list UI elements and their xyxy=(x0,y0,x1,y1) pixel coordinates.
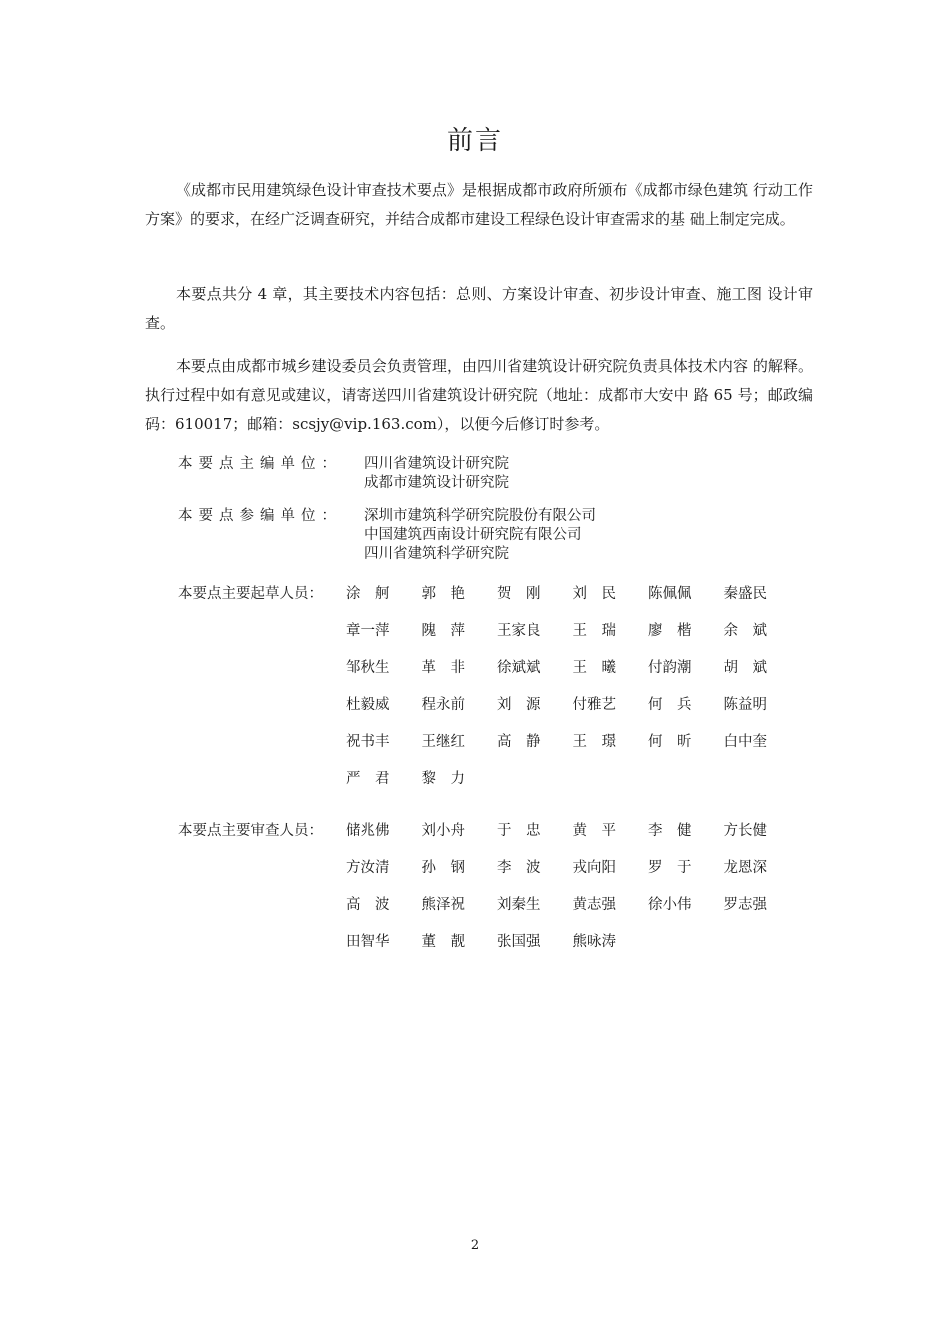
chief-editor-label: 本要点主编单位： xyxy=(178,456,342,472)
reviewers-label: 本要点主要审查人员： xyxy=(178,823,323,839)
person-name: 熊咏涛 xyxy=(572,934,616,950)
person-name: 黄志强 xyxy=(572,897,616,913)
management-paragraph: 本要点由成都市城乡建设委员会负责管理，由四川省建筑设计研究院负责具体技术内容 的解释。执行过程中如有意见或建议，请寄送四川省建筑设计研究院（地址：成都市大安中 路 65 号；邮政编码：610017；邮箱：scsjy@vip.163.com），以便今后修订时参考。 xyxy=(145,357,813,433)
person-name: 王家良 xyxy=(497,623,541,639)
person-name: 王 璟 xyxy=(572,734,616,750)
chief-editor-unit: 四川省建筑设计研究院 xyxy=(364,456,509,472)
drafters-grid xyxy=(346,582,799,790)
person-name: 熊泽祝 xyxy=(421,897,465,913)
person-name: 付韵潮 xyxy=(648,660,692,676)
person-name: 王 瑞 xyxy=(572,623,616,639)
person-name: 龙恩深 xyxy=(723,860,767,876)
person-name: 储兆佛 xyxy=(346,823,390,839)
page-number: 2 xyxy=(470,1238,480,1253)
person-name: 孙 钢 xyxy=(421,860,465,876)
person-name: 刘 源 xyxy=(497,697,541,713)
person-name: 方汝清 xyxy=(346,860,390,876)
person-name: 刘小舟 xyxy=(421,823,465,839)
co-editor-list xyxy=(364,507,596,564)
person-name: 罗志强 xyxy=(723,897,767,913)
person-name: 杜毅威 xyxy=(346,697,390,713)
chapters-paragraph: 本要点共分 4 章，其主要技术内容包括：总则、方案设计审查、初步设计审查、施工图 设计审查。 xyxy=(145,285,813,332)
person-name: 刘 民 xyxy=(572,586,616,602)
page-title: 前言 xyxy=(446,126,503,156)
person-name: 付雅艺 xyxy=(572,697,616,713)
person-name: 章一萍 xyxy=(346,623,390,639)
person-name: 戎向阳 xyxy=(572,860,616,876)
person-name: 黄 平 xyxy=(572,823,616,839)
person-name: 徐斌斌 xyxy=(497,660,541,676)
person-name: 田智华 xyxy=(346,934,390,950)
person-name: 邹秋生 xyxy=(346,660,390,676)
person-name: 祝书丰 xyxy=(346,734,390,750)
person-name: 刘秦生 xyxy=(497,897,541,913)
person-name: 秦盛民 xyxy=(723,586,767,602)
person-name: 李 波 xyxy=(497,860,541,876)
person-name: 严 君 xyxy=(346,771,390,787)
reviewers-grid xyxy=(346,819,799,967)
person-name: 隗 萍 xyxy=(421,623,465,639)
person-name: 黎 力 xyxy=(421,771,465,787)
drafters-label: 本要点主要起草人员： xyxy=(178,586,323,602)
person-name: 王 曦 xyxy=(572,660,616,676)
person-name: 高 波 xyxy=(346,897,390,913)
intro-paragraph: 《成都市民用建筑绿色设计审查技术要点》是根据成都市政府所颁布《成都市绿色建筑 行动工作方案》的要求，在经广泛调查研究，并结合成都市建设工程绿色设计审查需求的基 础上制定完成。 xyxy=(145,181,813,228)
co-editor-unit: 深圳市建筑科学研究院股份有限公司 xyxy=(364,508,596,524)
person-name: 贺 刚 xyxy=(497,586,541,602)
person-name: 廖 楷 xyxy=(648,623,692,639)
person-name: 余 斌 xyxy=(723,623,767,639)
chief-editor-unit: 成都市建筑设计研究院 xyxy=(364,475,509,491)
co-editor-unit: 四川省建筑科学研究院 xyxy=(364,546,509,562)
person-name: 程永前 xyxy=(421,697,465,713)
person-name: 罗 于 xyxy=(648,860,692,876)
person-name: 董 靓 xyxy=(421,934,465,950)
person-name: 高 静 xyxy=(497,734,541,750)
person-name: 方长健 xyxy=(723,823,767,839)
co-editor-unit: 中国建筑西南设计研究院有限公司 xyxy=(364,527,582,543)
person-name: 徐小伟 xyxy=(648,897,692,913)
person-name: 李 健 xyxy=(648,823,692,839)
person-name: 陈益明 xyxy=(723,697,767,713)
person-name: 郭 艳 xyxy=(421,586,465,602)
person-name: 白中奎 xyxy=(723,734,767,750)
person-name: 于 忠 xyxy=(497,823,541,839)
person-name: 陈佩佩 xyxy=(648,586,692,602)
person-name: 何 昕 xyxy=(648,734,692,750)
person-name: 张国强 xyxy=(497,934,541,950)
person-name: 涂 舸 xyxy=(346,586,390,602)
person-name: 革 非 xyxy=(421,660,465,676)
co-editor-label: 本要点参编单位： xyxy=(178,508,342,524)
person-name: 何 兵 xyxy=(648,697,692,713)
person-name: 胡 斌 xyxy=(723,660,767,676)
person-name: 王继红 xyxy=(421,734,465,750)
chief-editor-list xyxy=(364,455,509,493)
